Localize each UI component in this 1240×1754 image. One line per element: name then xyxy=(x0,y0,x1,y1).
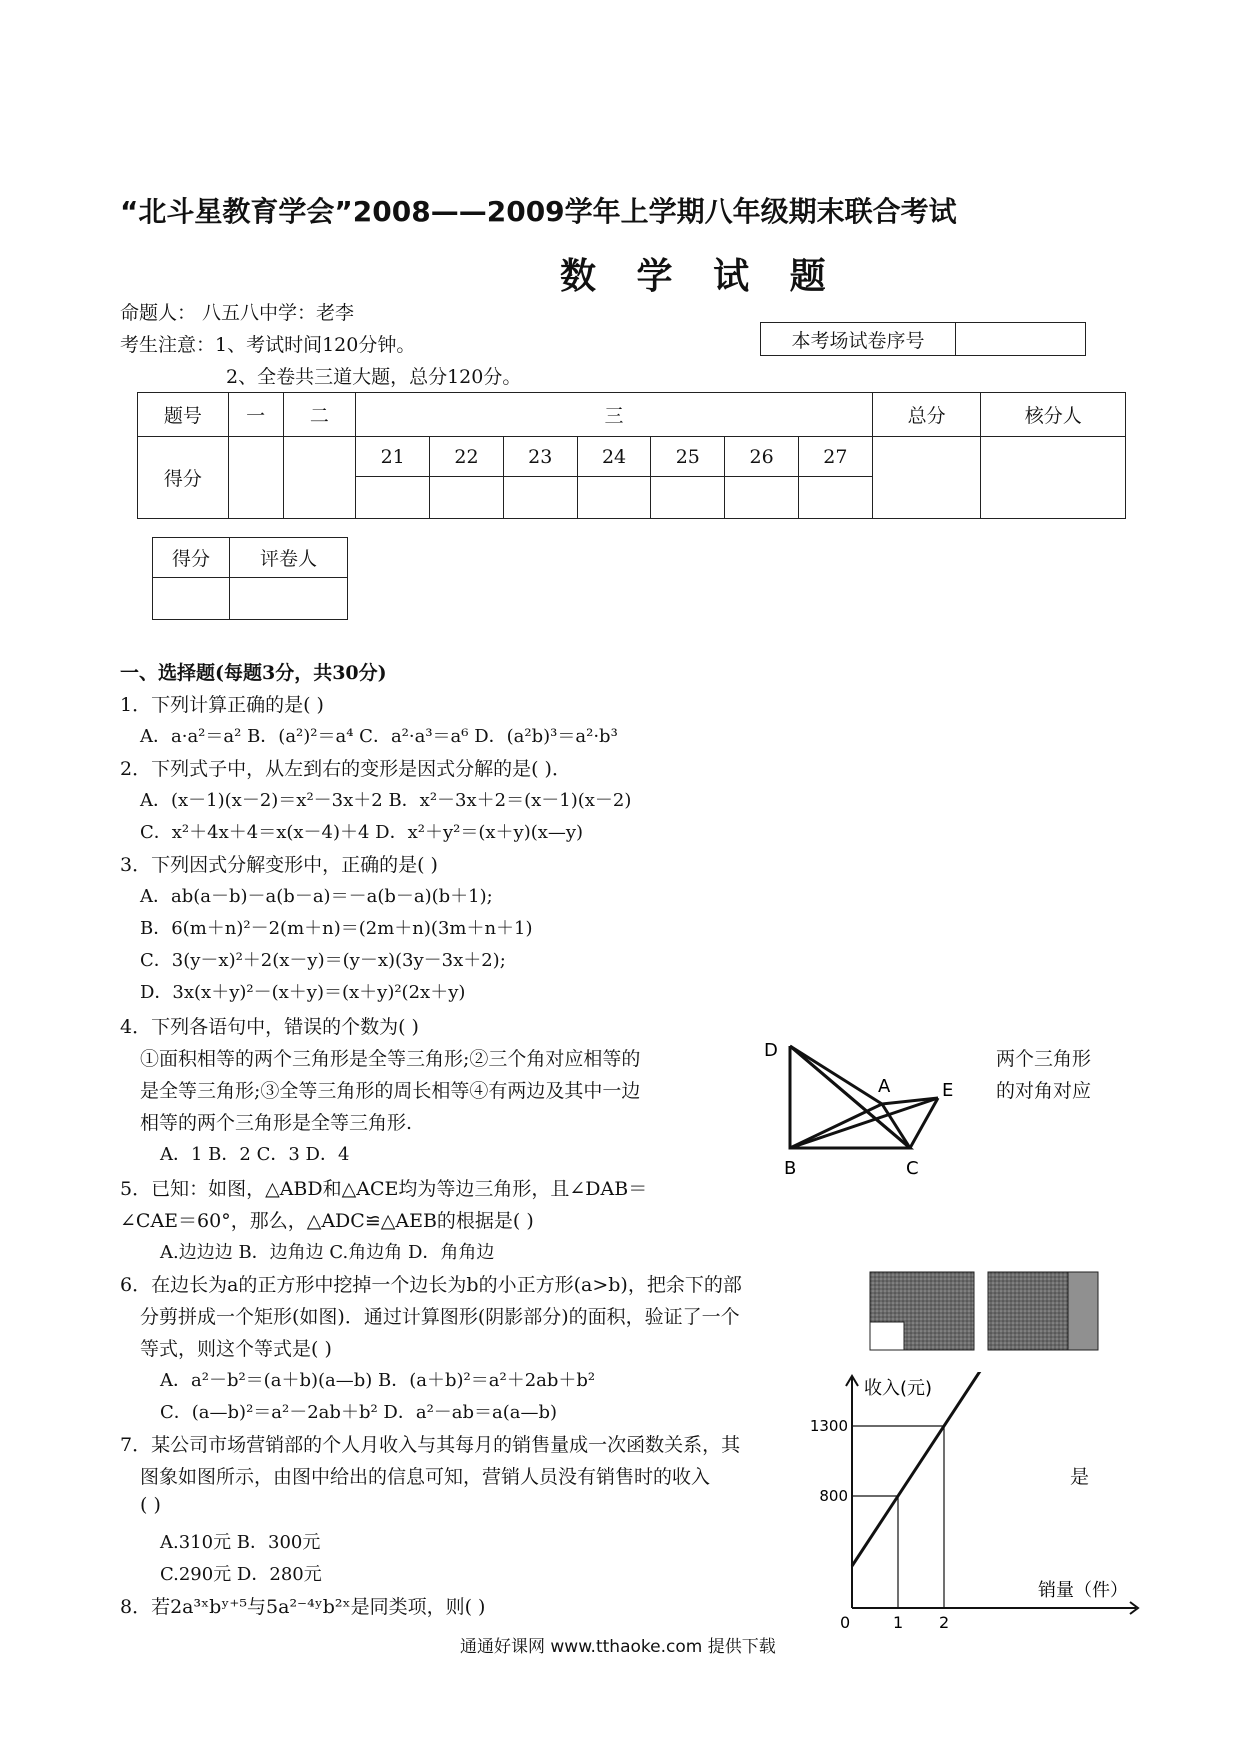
small-square-removed xyxy=(870,1322,904,1350)
serial-number-box xyxy=(760,322,1086,356)
q1-options: A．a·a²＝a² B．(a²)²＝a⁴ C．a²·a³＝a⁶ D．(a²b)³＝a²·b³ xyxy=(140,726,618,747)
grader-score-cell[interactable] xyxy=(153,578,230,620)
squares-figure xyxy=(868,1270,1100,1352)
income-chart xyxy=(800,1372,1140,1642)
q3-option-a: A．ab(a－b)－a(b－a)＝－a(b－a)(b＋1); xyxy=(140,886,493,907)
q4-line-2-right: 的对角对应 xyxy=(996,1080,1092,1102)
squares-svg xyxy=(868,1270,1100,1352)
q-22: 22 xyxy=(430,437,504,477)
q7-line-1: 7．某公司市场营销部的个人月收入与其每月的销售量成一次函数关系，其 xyxy=(120,1434,741,1456)
q5-line-1: 5．已知：如图，△ABD和△ACE均为等边三角形，且∠DAB＝ xyxy=(120,1178,648,1200)
footer: 通通好课网 www.tthaoke.com 提供下载 xyxy=(460,1637,776,1657)
score-21[interactable] xyxy=(356,477,430,519)
score-label: 得分 xyxy=(138,437,229,519)
q6-options-1: A．a²－b²＝(a＋b)(a—b) B．(a＋b)²＝a²＋2ab＋b² xyxy=(160,1370,596,1391)
section-1-heading: 一、选择题(每题3分，共30分) xyxy=(120,662,387,684)
serial-blank[interactable] xyxy=(956,323,1086,356)
exam-title: “北斗星教育学会”2008——2009学年上学期八年级期末联合考试 xyxy=(120,195,957,228)
score-24[interactable] xyxy=(577,477,651,519)
q2-options-1: A．(x－1)(x－2)＝x²－3x＋2 B．x²－3x＋2＝(x－1)(x－2) xyxy=(140,790,632,811)
q4-line-1: ①面积相等的两个三角形是全等三角形;②三个角对应相等的 xyxy=(140,1048,641,1070)
q2-stem: 2．下列式子中，从左到右的变形是因式分解的是( )． xyxy=(120,758,571,780)
q-23: 23 xyxy=(503,437,577,477)
q7-line-2-right: 是 xyxy=(1070,1466,1090,1488)
q4-stem: 4．下列各语句中，错误的个数为( ) xyxy=(120,1016,419,1038)
label-e: E xyxy=(942,1080,954,1101)
q3-option-b: B．6(m＋n)²－2(m＋n)＝(2m＋n)(3m＋n＋1) xyxy=(140,918,533,939)
score-table xyxy=(137,392,1126,519)
x-tick-2: 2 xyxy=(939,1613,950,1632)
score-checker[interactable] xyxy=(981,437,1126,519)
author-line: 命题人： 八五八中学：老李 xyxy=(120,302,355,324)
q4-line-1-right: 两个三角形 xyxy=(996,1048,1092,1070)
q7-options-1: A.310元 B．300元 xyxy=(160,1532,321,1553)
q8-stem: 8．若2a³ˣbʸ⁺⁵与5a²⁻⁴ʸb²ˣ是同类项，则( ) xyxy=(120,1596,486,1618)
q5-line-2: ∠CAE＝60°，那么，△ADC≌△AEB的根据是( ) xyxy=(120,1210,534,1232)
q7-line-2: 图象如图所示，由图中给出的信息可知，营销人员没有销售时的收入 xyxy=(140,1466,711,1488)
score-cell-1[interactable] xyxy=(228,437,283,519)
x-tick-1: 1 xyxy=(893,1613,904,1632)
subject-title: 数 学 试 题 xyxy=(560,256,840,297)
q3-stem: 3．下列因式分解变形中，正确的是( ) xyxy=(120,854,438,876)
q6-line-2: 分剪拼成一个矩形(如图)．通过计算图形(阴影部分)的面积，验证了一个 xyxy=(140,1306,740,1328)
q6-line-3: 等式，则这个等式是( ) xyxy=(140,1338,332,1360)
chart-svg xyxy=(800,1372,1140,1642)
note-1: 考生注意：1、考试时间120分钟。 xyxy=(120,334,416,356)
label-b: B xyxy=(784,1158,797,1179)
note-2: 2、全卷共三道大题，总分120分。 xyxy=(226,366,522,388)
q3-option-c: C．3(y－x)²＋2(x－y)＝(y－x)(3y－3x＋2); xyxy=(140,950,506,971)
q4-line-2: 是全等三角形;③全等三角形的周长相等④有两边及其中一边 xyxy=(140,1080,641,1102)
rectangle-strip xyxy=(1068,1272,1098,1350)
q4-options: A．1 B．2 C．3 D．4 xyxy=(160,1144,350,1165)
q-21: 21 xyxy=(356,437,430,477)
grader-table xyxy=(152,537,348,620)
grader-score-label: 得分 xyxy=(153,538,230,578)
h-1: 一 xyxy=(228,393,283,437)
y-tick-800: 800 xyxy=(819,1487,848,1505)
y-axis-label: 收入(元) xyxy=(864,1378,933,1399)
score-23[interactable] xyxy=(503,477,577,519)
h-total: 总分 xyxy=(872,393,981,437)
q-25: 25 xyxy=(651,437,725,477)
q-24: 24 xyxy=(577,437,651,477)
score-cell-2[interactable] xyxy=(283,437,356,519)
q6-options-2: C．(a—b)²＝a²－2ab＋b² D．a²－ab＝a(a—b) xyxy=(160,1402,558,1423)
score-total[interactable] xyxy=(872,437,981,519)
label-c: C xyxy=(906,1158,919,1179)
triangle-svg xyxy=(760,1040,960,1180)
triangle-figure xyxy=(760,1040,960,1180)
h-3: 三 xyxy=(356,393,872,437)
y-tick-1300: 1300 xyxy=(809,1417,848,1435)
q-27: 27 xyxy=(798,437,872,477)
q3-option-d: D．3x(x＋y)²－(x＋y)＝(x＋y)²(2x＋y) xyxy=(140,982,466,1003)
q6-line-1: 6．在边长为a的正方形中挖掉一个边长为b的小正方形(a>b)，把余下的部 xyxy=(120,1274,742,1296)
h-checker: 核分人 xyxy=(981,393,1126,437)
label-d: D xyxy=(764,1040,778,1061)
score-22[interactable] xyxy=(430,477,504,519)
q7-options-2: C.290元 D．280元 xyxy=(160,1564,322,1585)
q2-options-2: C．x²＋4x＋4＝x(x－4)＋4 D．x²＋y²＝(x＋y)(x—y) xyxy=(140,822,584,843)
edge-dc xyxy=(790,1046,910,1148)
q1-stem: 1．下列计算正确的是( ) xyxy=(120,694,324,716)
grader-label: 评卷人 xyxy=(230,538,348,578)
grader-name-cell[interactable] xyxy=(230,578,348,620)
score-27[interactable] xyxy=(798,477,872,519)
x-axis-label: 销量（件） xyxy=(1038,1580,1128,1601)
h-2: 二 xyxy=(283,393,356,437)
q7-line-3: ( ) xyxy=(140,1494,161,1516)
h-num: 题号 xyxy=(138,393,229,437)
x-tick-0: 0 xyxy=(840,1613,851,1632)
q5-options: A.边边边 B．边角边 C.角边角 D．角角边 xyxy=(160,1242,495,1263)
label-a: A xyxy=(878,1076,891,1097)
edge-da xyxy=(790,1046,882,1104)
income-line xyxy=(852,1372,1073,1566)
score-26[interactable] xyxy=(725,477,799,519)
serial-label: 本考场试卷序号 xyxy=(761,323,956,356)
q-26: 26 xyxy=(725,437,799,477)
q4-line-3: 相等的两个三角形是全等三角形. xyxy=(140,1112,413,1134)
score-25[interactable] xyxy=(651,477,725,519)
